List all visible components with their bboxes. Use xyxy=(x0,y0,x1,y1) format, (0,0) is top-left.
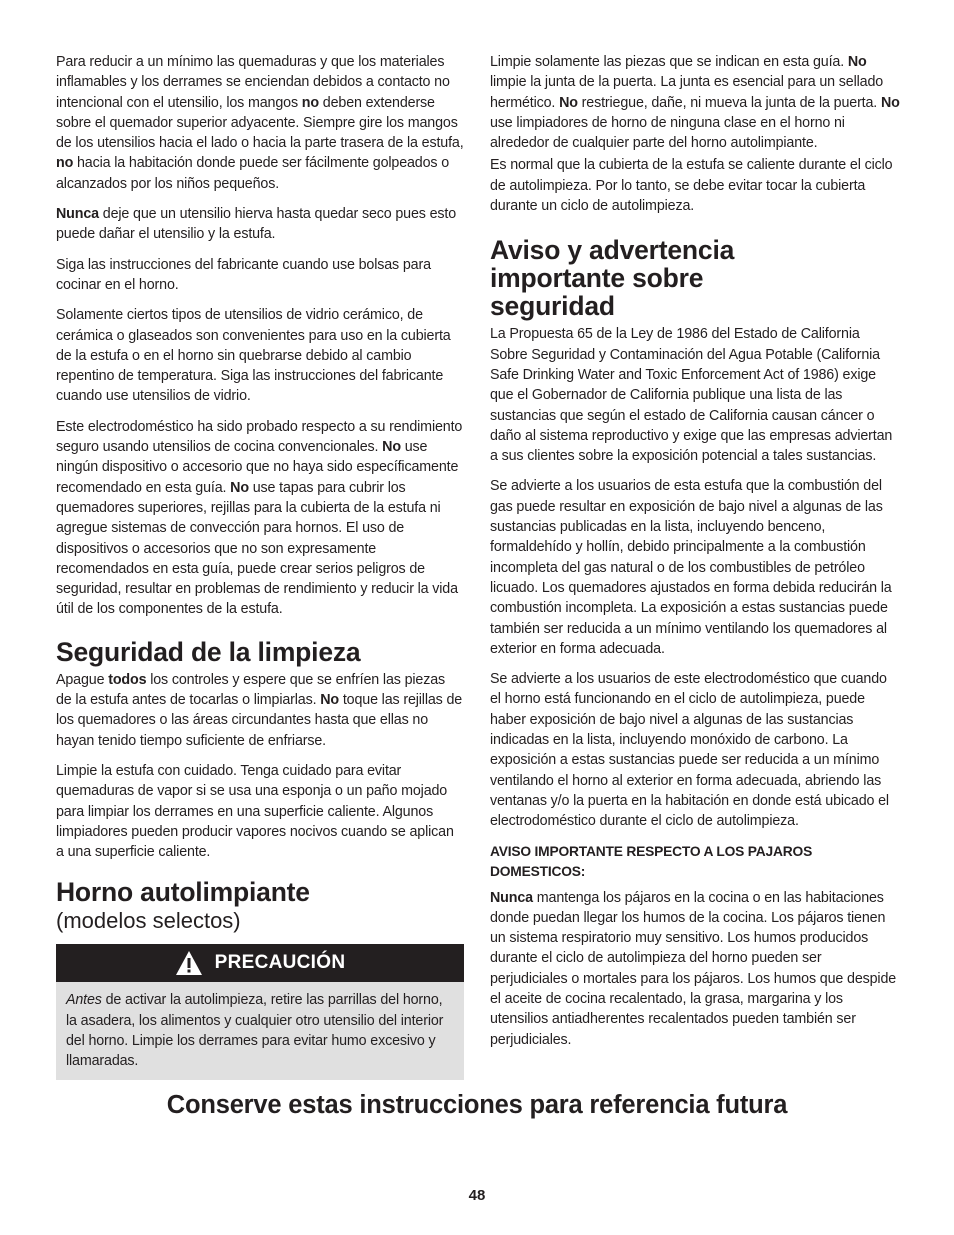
emphasis: no xyxy=(56,155,74,172)
caution-header xyxy=(56,944,464,982)
text: hacia la habitación donde puede ser fácilmente golpeados o alcanzados por los niños pequeños. xyxy=(56,155,450,192)
paragraph-prop-65: La Propuesta 65 de la Ley de 1986 del Estado de California Sobre Seguridad y Contaminación del Agua Potable (California Safe Drinking Water and Toxic Enforcement Act of 1986) exige que el Gobernador de California publique una lista de las sustancias que según el estado de California causan cáncer o daño al sistema reproductivo y exige que las empresas adviertan a sus clientes sobre la exposición potencial a tales sustancias. xyxy=(490,326,893,465)
emphasis: No xyxy=(382,439,401,456)
paragraph-clean-only-parts xyxy=(490,52,900,153)
text: deben extenderse sobre el quemador superior adyacente. Siempre gire los mangos de los utensilios hacia el lado o hacia la parte trasera de la estufa, xyxy=(56,94,464,152)
emphasis: Nunca xyxy=(490,889,533,906)
left-column xyxy=(56,52,464,1080)
paragraph-birds xyxy=(490,888,900,1050)
page-number: 48 xyxy=(468,1187,486,1204)
heading-subtitle: (modelos selectos) xyxy=(56,908,241,934)
paragraph-glass-utensils: Solamente ciertos tipos de utensilios de vidrio cerámico, de cerámica o glaseados son convenientes para uso en la cubierta de la estufa o en el horno sin quebrarse debido al cambio repentino de temperatura. Siga las instrucciones del fabricante cuando use utensilios de vidrio. xyxy=(56,307,451,405)
caution-text xyxy=(66,990,454,1071)
text: de activar la autolimpieza, retire las parrillas del horno, la asadera, los alimentos y cualquier otro utensilio del interior del horno. Limpie los derrames para evitar humo excesivo y llamaradas. xyxy=(66,992,444,1070)
text: deje que un utensilio hierva hasta quedar seco pues esto puede dañar el utensilio y la estufa. xyxy=(56,206,457,243)
text: Apague xyxy=(56,671,109,688)
text: mantenga los pájaros en la cocina o en las habitaciones donde puedan llegar los humos de la cocina. Los pájaros tienen un sistema respiratorio muy sensitivo. Los humos producidos durante el ciclo de autolimpieza del horno pueden ser perjudiciales o mortales para los pájaros. Los humos que despide el aceite de cocina recalentado, la grasa, margarina y los utensilios antiadherentes recalentados pueden también ser perjudiciales. xyxy=(490,889,897,1048)
heading-self-cleaning-oven: Horno autolimpiante xyxy=(56,877,310,908)
emphasis: Nunca xyxy=(56,206,99,223)
caution-title: PRECAUCIÓN xyxy=(214,952,346,974)
paragraph-tested-utensils xyxy=(56,417,464,620)
text: Este electrodoméstico ha sido probado respecto a su rendimiento seguro usando utensilios de cocina convencionales. xyxy=(56,418,463,456)
paragraph-never-boil-dry xyxy=(56,204,464,245)
text: limpie la junta de la puerta. La junta es esencial para un sellado hermético. xyxy=(490,74,884,111)
paragraph-clean-carefully: Limpie la estufa con cuidado. Tenga cuidado para evitar quemaduras de vapor si se usa una esponja o un paño mojado para limpiar los derrames en una superficie caliente. Algunos limpiadores pueden producir vapores nocivos cuando se aplican a una superficie caliente. xyxy=(56,762,454,861)
heading-cleaning-safety: Seguridad de la limpieza xyxy=(56,636,361,667)
caution-body xyxy=(56,982,464,1079)
text: use limpiadores de horno de ninguna clase en el horno ni alrededor de cualquier parte del horno autolimpiante. xyxy=(490,114,845,152)
paragraph-cooking-bags: Siga las instrucciones del fabricante cuando use bolsas para cocinar en el horno. xyxy=(56,256,431,293)
paragraph-self-clean-exposure: Se advierte a los usuarios de este electrodoméstico que cuando el horno está funcionando en el ciclo de autolimpieza, puede haber exposición de bajo nivel a algunas de las sustancias indicadas en la lista, incluyendo monóxido de carbono. La exposición a estas sustancias puede ser reducida a un mínimo ventilando el horno al exterior en forma adecuada, abriendo las ventanas y/o la puerta en la habitación en donde está ubicado el electrodoméstico durante el ciclo de autolimpieza. xyxy=(490,671,889,830)
text: los controles y espere que se enfríen las piezas de la estufa antes de tocarlas o limpiarlas. xyxy=(56,671,446,709)
text: Limpie solamente las piezas que se indican en esta guía. xyxy=(490,54,848,70)
text: Para reducir a un mínimo las quemaduras y que los materiales inflamables y los derrames se enciendan debidos a contacto no intencional con el utensilio, los mangos xyxy=(56,54,450,111)
right-column xyxy=(490,52,900,1060)
heading-safety-notice: Aviso y advertencia importante sobre seguridad xyxy=(490,235,735,322)
paragraph-utensil-handles xyxy=(56,52,464,194)
emphasis: No xyxy=(847,54,867,70)
paragraph-gas-combustion: Se advierte a los usuarios de esta estufa que la combustión del gas puede resultar en exposición de bajo nivel a algunas de las sustancias publicadas en la lista, incluyendo benceno, formaldehído y hollín, debido principalmente a la combustión incompleta del gas natural o de los combustibles de petróleo licuado. Los quemadores ajustados en forma debida reducirán la combustión incompleta. La exposición a estas sustancias puede también ser reducida a un mínimo ventilando los quemadores al exterior en forma adecuada. xyxy=(490,478,892,657)
text: toque las rejillas de los quemadores o las áreas circundantes hasta que ellas no hayan tenido tiempo suficiente de enfriarse. xyxy=(56,692,463,749)
subheading-pet-birds: AVISO IMPORTANTE RESPECTO A LOS PAJAROS DOMESTICOS: xyxy=(490,843,813,879)
emphasis: todos xyxy=(108,671,147,688)
emphasis: No xyxy=(559,94,578,111)
footer-title: Conserve estas instrucciones para referencia futura xyxy=(166,1091,788,1119)
emphasis: no xyxy=(301,94,319,111)
emphasis: No xyxy=(230,479,249,496)
text: use ningún dispositivo o accesorio que no haya sido específicamente recomendado en esta guía. xyxy=(56,439,459,496)
text: restriegue, dañe, ni mueva la junta de la puerta. xyxy=(577,94,881,111)
paragraph-cooktop-hot: Es normal que la cubierta de la estufa se caliente durante el ciclo de autolimpieza. Por lo tanto, se debe evitar tocar la cubierta durante un ciclo de autolimpieza. xyxy=(490,157,893,215)
emphasis: No xyxy=(320,692,340,709)
emphasis: Antes xyxy=(66,992,102,1009)
emphasis: No xyxy=(880,94,900,111)
caution-box xyxy=(56,944,464,1079)
paragraph-turn-off-controls xyxy=(56,670,464,751)
warning-triangle-icon xyxy=(175,950,203,976)
text: use tapas para cubrir los quemadores superiores, rejillas para la cubierta de la estufa ni agregue sistemas de convección para hornos. El uso de dispositivos o accesorios que no son expresamente recomendados en esta guía, puede crear serios peligros de seguridad, resultar en problemas de rendimiento y reducir la vida útil de los componentes de la estufa. xyxy=(56,479,458,618)
